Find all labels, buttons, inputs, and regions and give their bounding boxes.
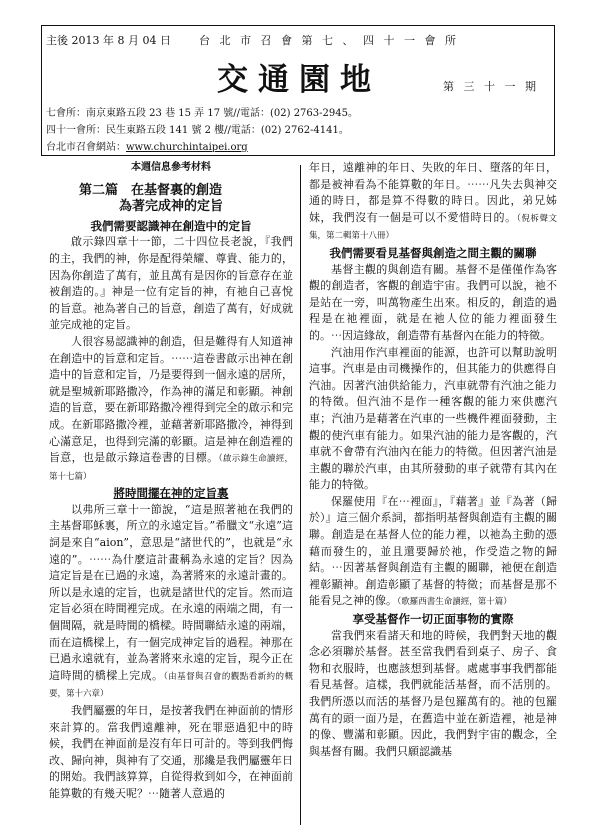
address-hall-41: 四十一會所：民生東路五段 141 號 2 樓//電話：(02) 2762-4141。 (46, 125, 349, 136)
address-hall-7: 七會所：南京東路五段 23 巷 15 弄 17 號//電話：(02) 2763-2945。 (46, 108, 358, 119)
website-label: 台北市召會網站： (46, 142, 126, 153)
paragraph: 汽油用作汽車裡面的能源，也許可以幫助說明這事。汽車是由司機操作的，但其能力的供應得自汽油。因著汽油供給能力，汽車就帶有汽油之能力的特徵。但汽油不是作一種客觀的能力來供應汽車；汽油乃是藉著在汽車的一些機件裡面發動，主觀的使汽車有能力。如果汽油的能力是客觀的，汽車就不會帶有汽油內在能力的特徵。但因著汽油是主觀的聯於汽車，由其所發動的車子就帶有其內在能力的特徵。 (309, 345, 557, 492)
reference-heading: 本週信息參考材料 (131, 162, 211, 173)
citation: （倪柝聲文集，第二輯第十八冊） (309, 213, 557, 242)
citation: （由基督與召會的觀點看新約的概要，第十六章） (49, 671, 293, 700)
section-heading: 我們需要認識神在創造中的定旨 (90, 218, 252, 233)
paragraph: 啟示錄四章十一節，二十四位長老說，『我們的主，我們的神，你是配得榮耀、尊貴、能力的，因為你創造了萬有，並且萬有是因你的旨意存在並被創造的。』神是一位有定旨的神，有祂自己喜悅的旨意。祂為著自己的旨意，創造了萬有，好成就並完成祂的定旨。 (49, 235, 293, 332)
right-column (309, 160, 557, 760)
paragraph: 保羅使用『在⋯裡面』，『藉著』並『為著（歸於）』這三個介系詞，都指明基督與創造有主觀的關聯。創造是在基督人位的能力裡，以祂為主動的憑藉而發生的，並且還要歸於祂，作受造之物的歸結。⋯因著基督與創造有主觀的關聯，祂便在創造裡彰顯神。創造彰顯了基督的特徵；而基督是那不能看見之神的像。（歌羅西書生命讀經，第十篇） (309, 494, 557, 608)
column-divider (300, 165, 301, 825)
chapter-subtitle: 為著完成神的定旨 (118, 199, 223, 215)
paragraph: 我們屬靈的年日，是按著我們在神面前的情形來計算的。當我們遠離神，死在罪惡過犯中的時候，我們在神面前是沒有年日可計的。等到我們悔改、歸向神，與神有了交通，那纔是我們屬靈年日的開始。我們該算算，自從得救到如今，在神面前能算數的有幾天呢？⋯隨著人意過的 (49, 704, 293, 800)
paragraph: 人很容易認識神的創造，但是難得有人知道神在創造中的旨意和定旨。⋯⋯這卷書啟示出神在創造中的旨意和定旨，乃是要得到一個永遠的居所，就是聖城新耶路撒冷，作為神的滿足和彰顯。神創造的旨意，要在新耶路撒冷裡得到完全的啟示和完成。在新耶路撒冷裡，並藉著新耶路撒冷，神得到心滿意足，也得到完滿的彰顯。這是神在創造裡的旨意，也是啟示錄這卷書的目標。（啟示錄生命讀經，第十七篇） (49, 334, 293, 482)
paragraph: 年日，遠離神的年日、失敗的年日、墮落的年日，都是被神看為不能算數的年日。⋯⋯凡失去與神交通的時日，都是算不得數的時日。因此，弟兄姊妹，我們沒有一個是可以不愛惜時日的。（倪柝聲文集，第二輯第十八冊） (309, 161, 557, 242)
paragraph: 當我們來看諸天和地的時候，我們對天地的觀念必須聯於基督。甚至當我們看到桌子、房子、食物和衣服時，也應該想到基督。處處事事我們都能看見基督。這樣，我們就能活基督，而不活別的。我們所憑以而活的基督乃是包羅萬有的。祂的包羅萬有的頭一面乃是，在舊造中並在新造裡，祂是神的像、豐滿和彰顯。因此，我們對宇宙的觀念，全與基督有關。我們只願認識基 (309, 628, 557, 758)
website-link[interactable]: www.churchintaipei.org (126, 142, 248, 153)
church-name: 台 北 市 召 會 第 七 、 四 十 一 會 所 (199, 34, 459, 47)
citation: （歌羅西書生命讀經，第十篇） (397, 597, 512, 608)
left-column (49, 160, 293, 803)
paragraph: 以弗所三章十一節說，“這是照著祂在我們的主基督耶穌裏，所立的永遠定旨。”希臘文“永遠”這詞是來自“aion”，意思是“諸世代的”，也就是“永遠的”。⋯⋯為什麼這計畫稱為永遠的定旨？因為這定旨是在已過的永遠，為著將來的永遠計畫的。所以是永遠的定旨，也就是諸世代的定旨。然而這定旨必須在時間裡完成。在永遠的兩端之間，有一個間隔，就是時間的橋樑。時間聯結永遠的兩端，而在這橋樑上，有一個完成神定旨的過程。神那在已過永遠就有，並為著將來永遠的定旨，現今正在這時間的橋樑上完成。（由基督與召會的觀點看新約的概要，第十六章） (49, 502, 293, 700)
masthead (41, 25, 555, 156)
paragraph: 基督主觀的與創造有關。基督不是僅僅作為客觀的創造者，客觀的創造宇宙。我們可以說，祂不是站在一旁，叫萬物產生出來。相反的，創造的過程是在祂裡面，就是在祂人位的能力裡面發生的。⋯因這緣故，創造帶有基督內在能力的特徵。 (309, 262, 557, 342)
website-line (46, 138, 248, 153)
section-heading: 享受基督作一切正面事物的實際 (352, 612, 514, 627)
chapter-title: 第二篇 在基督裏的創造 (79, 182, 223, 198)
issue-number: 第 三 十 一 期 (443, 80, 539, 93)
section-heading: 我們需要看見基督與創造之間主觀的關聯 (329, 245, 537, 260)
citation: （啟示錄生命讀經，第十七篇） (49, 454, 293, 482)
issue-date: 主後 2013 年 8 月 04 日 (46, 34, 171, 47)
bulletin-title: 交通園地 (217, 62, 381, 98)
section-heading: 將時間擺在神的定旨裏 (113, 486, 229, 501)
